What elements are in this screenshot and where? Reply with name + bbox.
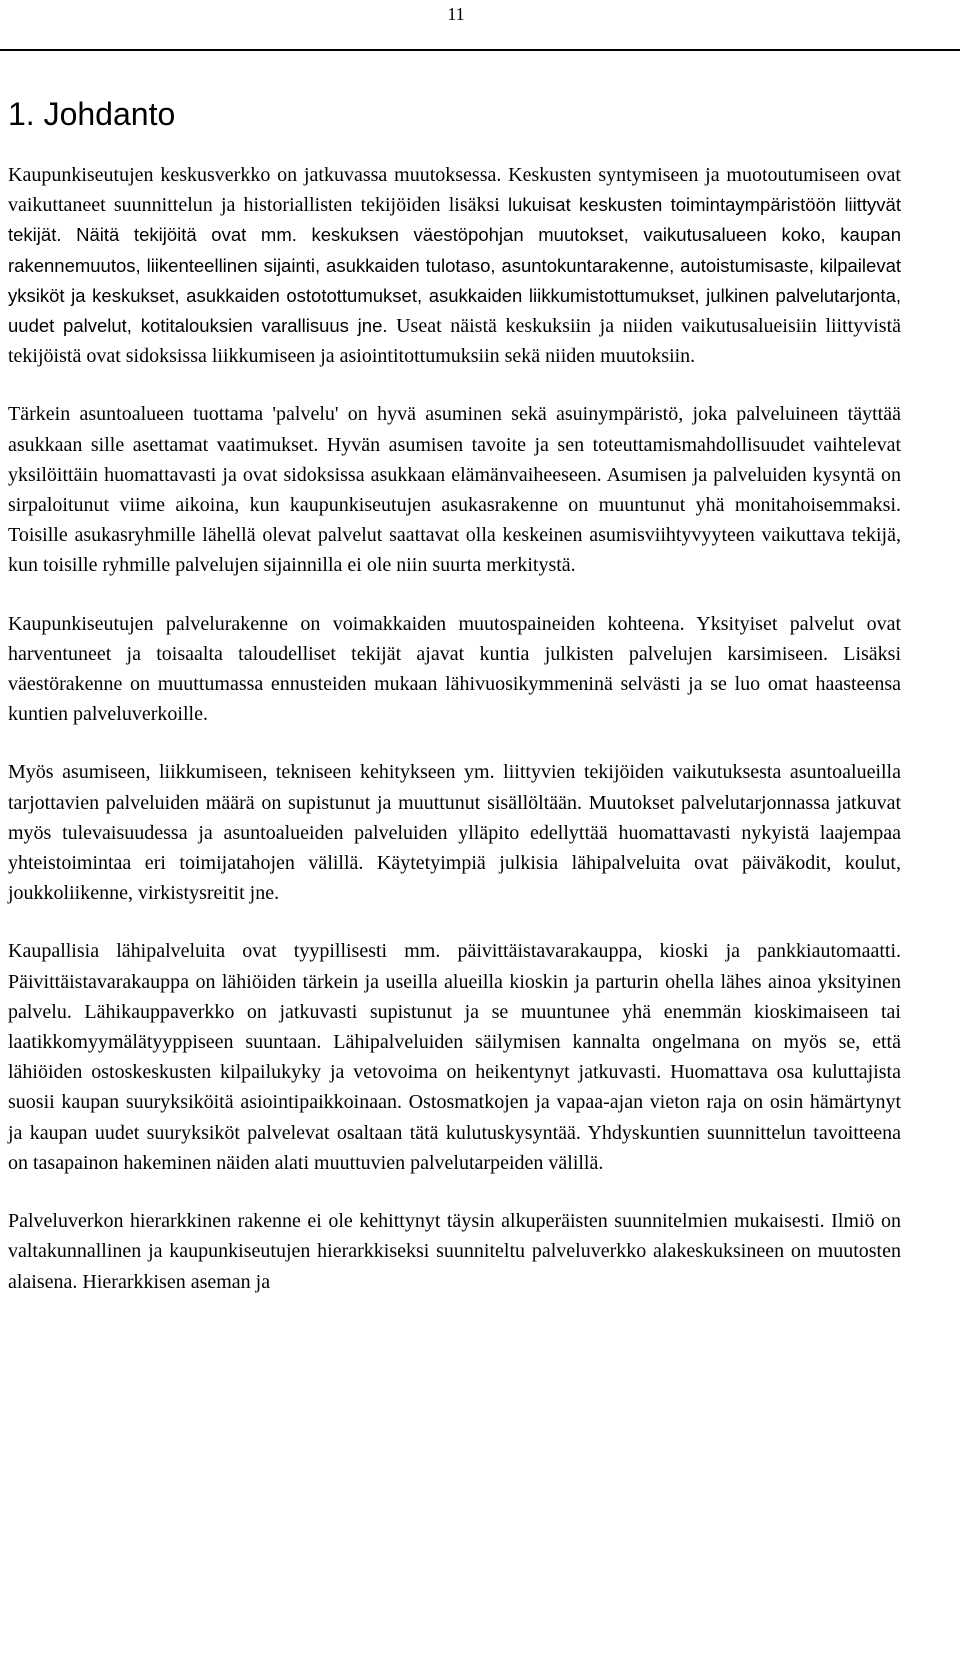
paragraph-1-serif-b: Useat näistä keskuksiin ja niiden vaikutusalueisiin liittyvistä tekijöistä ovat sidoksissa liikkumiseen ja asiointitottumuksiin sekä niiden muutoksiin.: [8, 315, 901, 368]
paragraph-2: Tärkein asuntoalueen tuottama 'palvelu' on hyvä asuminen sekä asuinympäristö, joka palveluineen täyttää asukkaan sille asettamat vaatimukset. Hyvän asumisen tavoite ja sen toteuttamismahdollisuudet vaihtelevat yksilöittäin huomattavasti ja ovat sidoksissa asukkaan elämänvaiheeseen. Asumisen ja palveluiden kysyntä on sirpaloitunut viime aikoina, kun kaupunkiseutujen asukasrakenne on muuntunut yhä monitahoisemmaksi. Toisille asukasryhmille lähellä olevat palvelut saattavat olla keskeinen asumisviihtyvyyteen vaikuttava tekijä, kun toisille ryhmille palvelujen sijainnilla ei ole niin suurta merkitystä.: [8, 403, 901, 577]
paragraph-1: [8, 160, 901, 371]
paragraph-5: Kaupallisia lähipalveluita ovat tyypillisesti mm. päivittäistavarakauppa, kioski ja pankkiautomaatti. Päivittäistavarakauppa on lähiöiden tärkein ja useilla alueilla kioskin ja parturin ohella lähes ainoa yksityinen palvelu. Lähikauppaverkko on jatkuvasti supistunut ja se muuntunee yhä enemmän kioskimaiseen tai laatikkomyymälätyyppiseen suuntaan. Lähipalveluiden säilymisen kannalta ongelmana on myös se, että lähiöiden ostoskeskusten kilpailukyky ja vetovoima on heikentynyt jatkuvasti. Huomattava osa kuluttajista suosii kaupan suuryksiköitä asiointipaikkoinaan. Ostosmatkojen ja vapaa-ajan vieton raja on osin hämärtynyt ja kaupan uudet suuryksiköt palvelevat osaltaan tätä kulutuskysyntää. Yhdyskuntien suunnittelun tavoitteena on tasapainon hakeminen näiden alati muuttuvien palvelutarpeiden välillä.: [8, 940, 901, 1174]
page-number: 11: [447, 4, 465, 24]
header-rule: [0, 49, 960, 51]
section-heading: 1. Johdanto: [8, 96, 176, 132]
paragraph-1-serif-a: Kaupunkiseutujen keskusverkko on jatkuvassa muutoksessa. Keskusten syntymiseen ja muotoutumiseen ovat vaikuttaneet suunnittelun ja historiallisten tekijöiden lisäksi: [8, 164, 901, 217]
paragraph-4: Myös asumiseen, liikkumiseen, tekniseen kehitykseen ym. liittyvien tekijöiden vaikutuksesta asuntoalueilla tarjottavien palveluiden määrä on supistunut ja muuttunut sisällöltään. Muutokset palvelutarjonnassa jatkuvat myös tulevaisuudessa ja asuntoalueiden palveluiden ylläpito edellyttää huomattavasti nykyistä laajempaa yhteistoimintaa eri toimijatahojen välillä. Käytetyimpiä julkisia lähipalveluita ovat päiväkodit, koulut, joukkoliikenne, virkistysreitit jne.: [8, 761, 901, 905]
paragraph-3: Kaupunkiseutujen palvelurakenne on voimakkaiden muutospaineiden kohteena. Yksityiset palvelut ovat harventuneet ja toisaalta taloudelliset tekijät ajavat kuntia julkisten palvelujen karsimiseen. Lisäksi väestörakenne on muuttumassa ennusteiden mukaan lähivuosikymmeninä selvästi ja se luo omat haasteensa kuntien palveluverkoille.: [8, 612, 901, 726]
paragraph-1-sans-a: lukuisat keskusten toimintaympäristöön liittyvät tekijät. Näitä tekijöitä ovat mm. keskuksen väestöpohjan muutokset, vaikutusalueen koko, kaupan rakennemuutos, liikenteellinen sijainti, asukkaiden tulotaso, asuntokuntarakenne, autoistumisaste, kilpailevat yksiköt ja keskukset, asukkaiden ostotottumukset, asukkaiden liikkumistottumukset, julkinen palvelutarjonta, uudet palvelut, kotitalouksien varallisuus jne.: [8, 194, 901, 337]
paragraph-6: Palveluverkon hierarkkinen rakenne ei ole kehittynyt täysin alkuperäisten suunnitelmien mukaisesti. Ilmiö on valtakunnallinen ja kaupunkiseutujen hierarkkiseksi suunniteltu palveluverkko alakeskuksineen on muutosten alaisena. Hierarkkisen aseman ja: [8, 1210, 901, 1293]
document-body: [8, 160, 901, 1297]
